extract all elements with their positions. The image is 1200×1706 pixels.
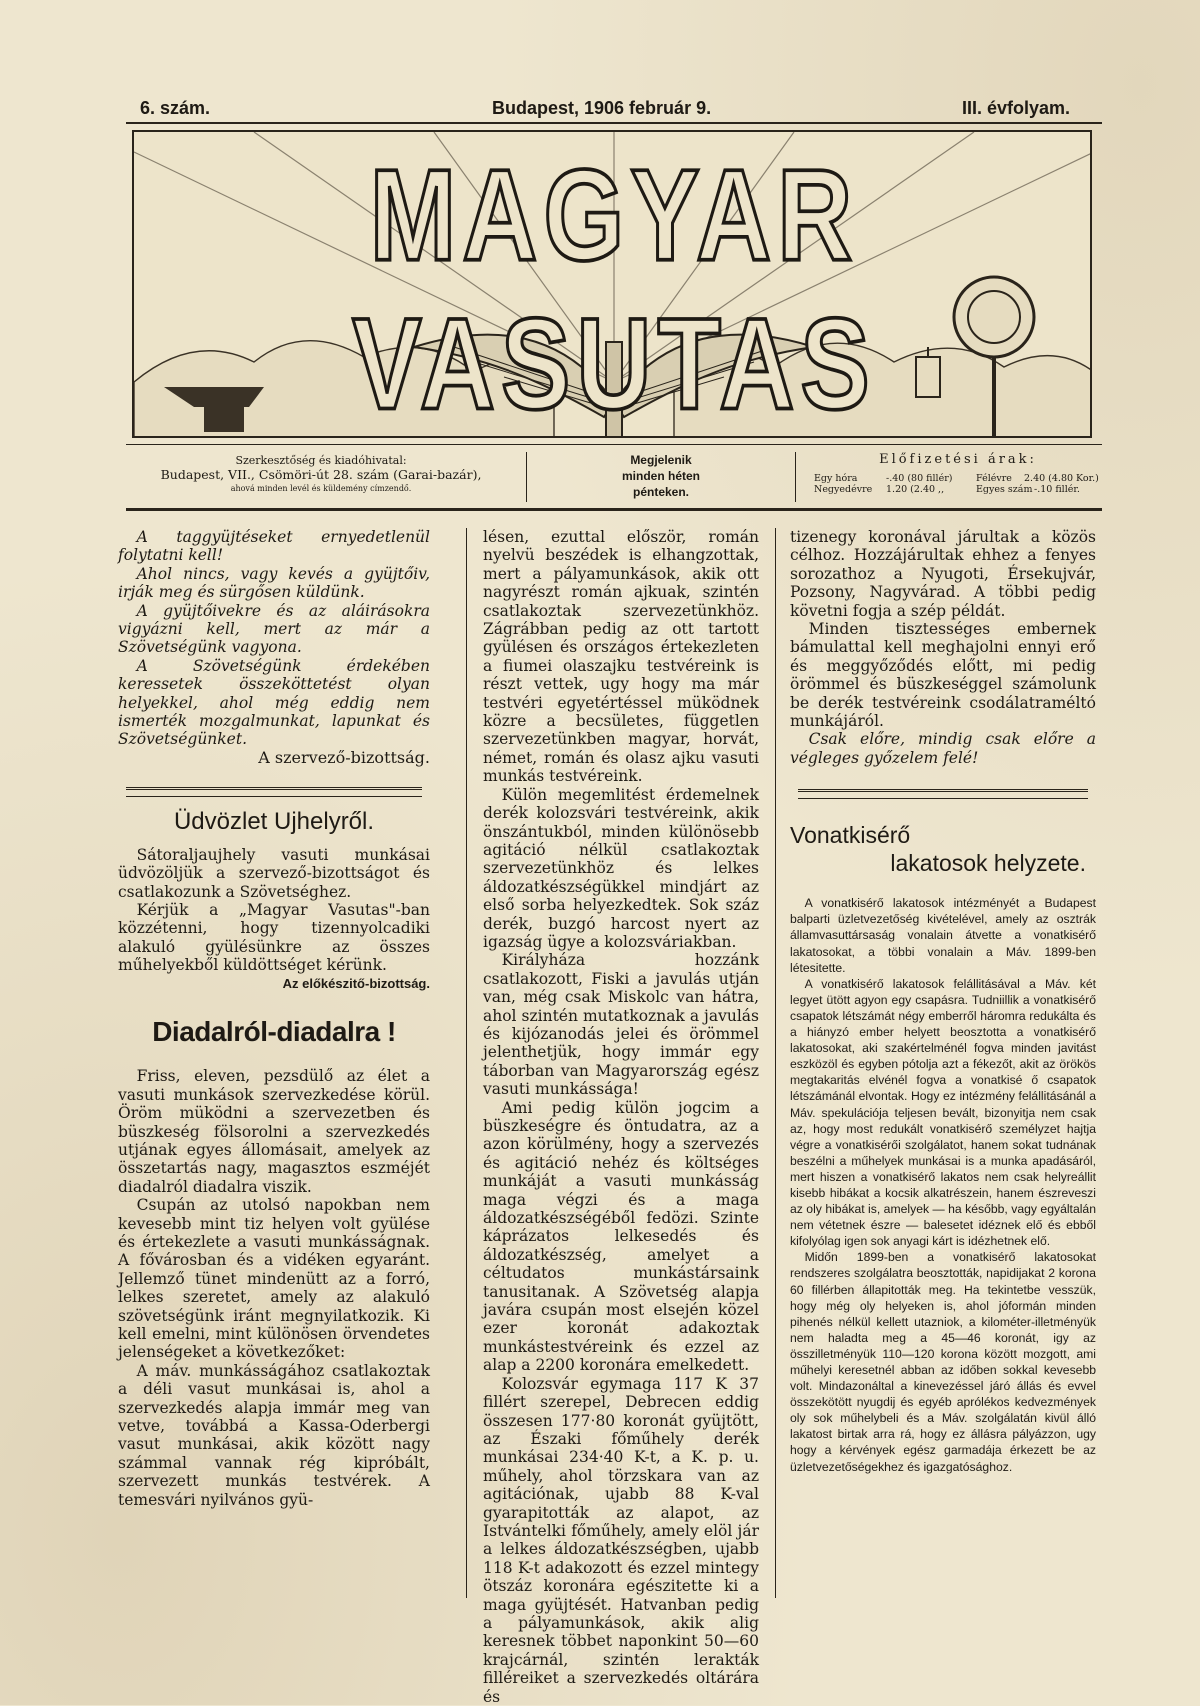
editorial-address-note: ahová minden levél és küldemény címzendő. bbox=[230, 484, 412, 493]
infobar-bottom-rule bbox=[126, 508, 1102, 511]
price-label: Egy hóra bbox=[814, 473, 858, 484]
article-body bbox=[790, 895, 1096, 1474]
notice-paragraph: A Szövetségünk érdekében keressetek összeköttetést olyan helyekkel, ahol még eddig nem ismerték mozgalmunkat, lapunkat és Szövetségünket. bbox=[118, 656, 430, 749]
greeting-paragraph: Sátoraljaujhely vasuti munkásai üdvözöljük a szervező-bizottságot és csatlakozunk a Szövetséghez. bbox=[118, 845, 430, 901]
price-row bbox=[814, 473, 1102, 484]
issue-line bbox=[140, 98, 1090, 122]
info-bar bbox=[126, 448, 1102, 508]
issue-number: 6. szám. bbox=[140, 98, 211, 118]
subscription-prices bbox=[814, 452, 1102, 495]
notice-paragraph: A taggyüjtéseket ernyedetlenül folytatni kell! bbox=[118, 528, 430, 565]
article-paragraph: A vonatkisérő lakatosok felállitásával a Máv. két legyet ütött agyon egy csapásra. Tudniillik a vonatkisérő csapatok létszámát négy emberről háromra redukálta és a hiányzó ember helyett beosztotta a vonatkisérő lakatosokat, aki szakértelménél fogva minden javitást eszközöl és egyben pótolja azt a fékezőt, akit az örökös megtakaritás elvénél fogva a vonatkisé ő csapatok létszámánál elvontak. Hogy ez intézmény felállitásánál a Máv. spekulációja teljesen bevált, bizonyitja nem csak az, hogy most redukált vonatkisérő személyzet hajtja végre a vonatkisérői szolgálatot, hanem sokat tudnának beszélni a műhelyek munkásai is a munka apadásáról, mert hiszen a vonatkisérő lakatos nem csak helyreállit kisebb hibákat a kocsik alkatrészein, hanem észreveszi az oly hibákat is, amelyek — ha később, vagy egyáltalán nem vétetnek észre — balesetet idéznek elő és ebből kifolyólag igen sok anyagi kárt is idézhetnek elő. bbox=[790, 976, 1096, 1249]
price-label: Negyedévre bbox=[814, 484, 873, 495]
price-value: -.10 fillér. bbox=[1034, 484, 1080, 495]
notice-paragraph: Ahol nincs, vagy kevés a gyüjtőiv, irják meg és sürgősen küldünk. bbox=[118, 564, 430, 602]
article-paragraph: lésen, ezuttal először, román nyelvü beszédek is elhangzottak, mert a pályamunkások, akik ott nagyrészt román ajkuak, szintén csatlakoztak szervezetünkhöz. Zágrábban pedig az ott tartott gyülésen és országos értekezleten a fiumei olaszajku testvéreink is részt vettek, ugy hogy ma már testvéri egyetértéssel müködnek közre a becsületes, független szervezetünkben magyar, horvát, német, román és olasz ajku vasuti munkás testvéreink. bbox=[483, 528, 759, 786]
article-paragraph: Ami pedig külön jogcim a büszkeségre és öntudatra, az a azon körülmény, hogy a szervezés és agitáció nehéz és költséges munkáját a vasuti munkásság maga végzi és a maga áldozatkészségéből fedözi. Szinte káprázatos lelkesedés és áldozatkészség, amelyet a céltudatos munkástársaink tanusitanak. A Szövetség alapja javára csupán most elsején közel ezer koronát adakoztak munkástestvéreink és ezzel az alap a 2200 koronára emelkedett. bbox=[483, 1098, 759, 1375]
top-rule bbox=[126, 122, 1102, 124]
editorial-label: Szerkesztőség és kiadóhivatal: bbox=[235, 454, 407, 467]
notice-paragraph: A gyüjtőivekre és az aláirásokra vigyázni kell, mert az már a Szövetségünk vagyona. bbox=[118, 601, 430, 657]
article-title bbox=[790, 821, 1096, 877]
column-3 bbox=[790, 528, 1096, 1475]
price-value: 2.40 (4.80 Kor.) bbox=[1024, 473, 1099, 484]
article-paragraph: Királyháza hozzánk csatlakozott, Fiski a javulás utján van, még csak Miskolc van hátra, ahol szintén mutatkoznak a javulás és kijózanodás jelei és örömmel jelenthetjük, hogy immár egy táborban van Magyarország egész vasuti munkássága! bbox=[483, 951, 759, 1099]
greeting-signature: Az előkészitő-bizottság. bbox=[282, 975, 430, 991]
section-divider bbox=[126, 787, 422, 797]
dateline: Budapest, 1906 február 9. bbox=[492, 98, 712, 118]
price-label: Félévre bbox=[976, 473, 1012, 484]
column-divider bbox=[466, 528, 467, 1598]
editorial-office bbox=[126, 454, 516, 496]
article-paragraph: A máv. munkásságához csatlakoztak a déli vasut munkásai is, ahol a szervezkedés alapja immár meg van vetve, továbbá a Kassa-Oderbergi vasut munkásai, akik között nagy számmal vannak rég kipróbált, szervezett munkás testvérek. A temesvári nyilvános gyü- bbox=[118, 1361, 430, 1509]
schedule-line-2: minden héten bbox=[621, 469, 700, 483]
price-row bbox=[814, 484, 1102, 495]
price-value: -.40 (80 fillér) bbox=[886, 473, 953, 484]
infobar-top-rule bbox=[126, 444, 1102, 445]
price-value: 1.20 (2.40 ,, bbox=[886, 484, 945, 495]
article-paragraph: tizenegy koronával járultak a közös célhoz. Hozzájárultak ehhez a fenyes sorozathoz a Nyugoti, Érsekujvár, Pozsony, Nagyvárad. A többi pedig követni fogja a szép példát. bbox=[790, 528, 1096, 620]
article-closing: Csak előre, mindig csak előre a végleges győzelem felé! bbox=[790, 730, 1096, 767]
article-paragraph: Friss, eleven, pezsdülő az élet a vasuti munkások szervezkedése körül. Öröm müködni a szervezetben és büszkeség fölsorolni a szervezkedés utjának egyes állomásait, amelyek az összetartás nagy, magasztos eszméjét diadalról diadalra viszik. bbox=[118, 1067, 430, 1196]
article-paragraph: A vonatkisérő lakatosok intézményét a Budapest balparti üzletvezetőség kivételével, amely az osztrák államvasuttársaság vonalain átvette a vonatkisérő lakatosokat, a többi vonalain a Máv. 1899-ben létesitette. bbox=[790, 896, 1096, 975]
column-divider bbox=[775, 528, 776, 1598]
article-title: Diadalról-diadalra ! bbox=[152, 1015, 396, 1047]
prices-label: Előfizetési árak: bbox=[879, 452, 1037, 467]
greeting-title: Üdvözlet Ujhelyről. bbox=[173, 808, 375, 836]
column-1 bbox=[118, 528, 430, 1509]
schedule-line-3: pénteken. bbox=[632, 485, 689, 499]
price-label: Egyes szám bbox=[976, 484, 1033, 495]
article-paragraph: Csupán az utolsó napokban nem kevesebb mint tiz helyen volt gyülése és értekezlete a vasuti munkásságnak. A fővárosban és a vidéken egyaránt. Jellemző tünet mindenütt az a forró, lelkes szeretet, amely az alakuló szövetségünk iránt megnyilatkozik. Ki kell emelni, mint különösen örvendetes jelenségeket a következőket: bbox=[118, 1196, 430, 1362]
article-paragraph: Külön megemlitést érdemelnek derék kolozsvári testvéreink, akik önszántukból, minden különösebb agitáció nélkül csatlakoztak szervezetünkhöz és lelkes áldozatkészségükkel mindjárt az első sorba helyezkedtek. Sok száz derék, buzgó harcost nyert az igazság ügye a kolozsváriakban. bbox=[483, 785, 759, 951]
schedule-line-1: Megjelenik bbox=[630, 453, 692, 467]
masthead bbox=[132, 130, 1092, 438]
column-2 bbox=[483, 528, 759, 1706]
article-paragraph: Midőn 1899-ben a vonatkisérő lakatosokat rendszeres szolgálatra beosztották, napidijakat 2 korona 60 fillérben állapitották meg. Ha tekintetbe vesszük, hogy még oly helyeken is, ahol jóformán minden pihenés nélkül kellett utazniok, a kilométer-illetményük nem haladta meg a 45—46 koronát, igy az összilletményük 110—120 korona között mozgott, ami műhelyi keresetnél abban az időben sokkal kevesebb volt. Mindazonáltal a kinevezéssel járó állás és evvel összekötött nyugdij és egyéb aprólékos kedvezmények oly sok műhelybeli és a Máv. szolgálatán kivül álló lakatost birtak arra rá, hogy ez állásra pályázzon, ugy hogy a kérvények egész garmadája érkezett be az üzletvezetőségekhez és igazgatósághoz. bbox=[790, 1250, 1096, 1474]
article-title-line-2: lakatosok helyzete. bbox=[890, 850, 1086, 877]
article-paragraph: Kolozsvár egymaga 117 K 37 fillért szerepel, Debrecen eddig összesen 177·80 koronát gyüjtött, az Északi főműhely derék munkásai 234·40 K-t, a K. p. u. műhely, ahol törzskara van az agitációnak, ujabb 88 K-val gyarapitották az alapot, az Istvántelki főműhely, amely elöl jár a lelkes áldozatkészségben, ujabb 118 K-t adakozott és ezzel mintegy ötszáz koronára egészitette ki a maga gyüjtését. Hatvanban pedig a pályamunkások, akik alig keresnek többet naponkint 50—60 krajcárnál, szintén lerakták filléreiket a szervezkedés oltárára és bbox=[483, 1374, 759, 1706]
publication-schedule bbox=[526, 452, 796, 502]
notice-box bbox=[118, 528, 430, 749]
article-paragraph: Minden tisztességes embernek bámulattal kell meghajolni ennyi erő és meggyőződés előtt, mi pedig örömmel és büszkeséggel számolunk be derék testvéreink csodálatraméltó munkájáról. bbox=[790, 620, 1096, 731]
masthead-title: MAGYAR VASUTAS bbox=[352, 143, 876, 438]
notice-signature: A szervező-bizottság. bbox=[258, 747, 430, 767]
editorial-address: Budapest, VII., Csömöri-út 28. szám (Garai-bazár), bbox=[160, 467, 482, 482]
greeting-paragraph: Kérjük a „Magyar Vasutas"-ban közzétenni, hogy tizennyolcadiki alakuló gyülésünkre az összes műhelyekből küldöttséget kérünk. bbox=[118, 900, 430, 975]
volume: III. évfolyam. bbox=[962, 98, 1071, 118]
section-divider bbox=[798, 789, 1088, 799]
article-title-line-1: Vonatkisérő bbox=[790, 822, 911, 849]
